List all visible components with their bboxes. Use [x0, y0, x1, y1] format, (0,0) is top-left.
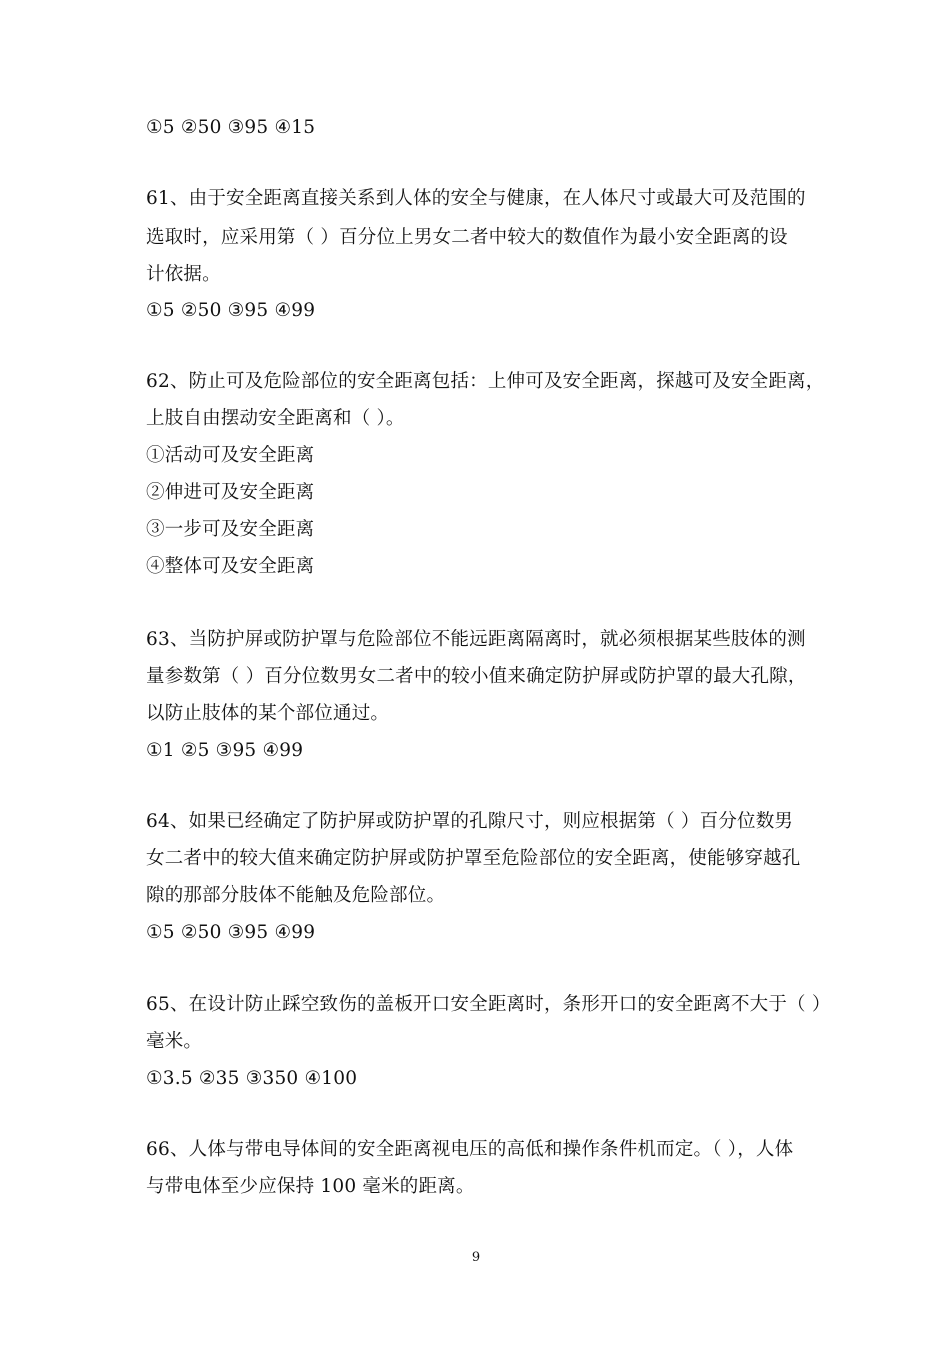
- q63-text-line-1: 63、当防护屏或防护罩与危险部位不能远距离隔离时，就必须根据某些肢体的测: [146, 629, 806, 650]
- q61-text-line-1: 61、由于安全距离直接关系到人体的安全与健康，在人体尺寸或最大可及范围的: [146, 188, 806, 209]
- q64-text-line-1: 64、如果已经确定了防护屏或防护罩的孔隙尺寸，则应根据第（ ）百分位数男: [146, 811, 794, 832]
- q60-options: ①5 ②50 ③95 ④15: [146, 117, 316, 138]
- q62-option-1: ①活动可及安全距离: [146, 445, 315, 466]
- q64-text-line-2: 女二者中的较大值来确定防护屏或防护罩至危险部位的安全距离，使能够穿越孔: [146, 848, 801, 869]
- q65-text-line-1: 65、在设计防止踩空致伤的盖板开口安全距离时，条形开口的安全距离不大于（ ）: [146, 994, 831, 1015]
- q62-option-3: ③一步可及安全距离: [146, 519, 315, 540]
- q66-text-line-2: 与带电体至少应保持 100 毫米的距离。: [146, 1176, 475, 1197]
- q65-text-line-2: 毫米。: [146, 1031, 203, 1052]
- q62-option-4: ④整体可及安全距离: [146, 556, 315, 577]
- q64-text-line-3: 隙的那部分肢体不能触及危险部位。: [146, 885, 446, 906]
- q63-text-line-3: 以防止肢体的某个部位通过。: [146, 703, 390, 724]
- q66-text-line-1: 66、人体与带电导体间的安全距离视电压的高低和操作条件机而定。（ ），人体: [146, 1139, 794, 1160]
- page-number: 9: [471, 1250, 481, 1265]
- q64-options: ①5 ②50 ③95 ④99: [146, 922, 316, 943]
- q61-options: ①5 ②50 ③95 ④99: [146, 300, 316, 321]
- q61-text-line-2: 选取时，应采用第（ ）百分位上男女二者中较大的数值作为最小安全距离的设: [146, 227, 788, 248]
- q65-options: ①3.5 ②35 ③350 ④100: [146, 1068, 358, 1089]
- q62-text-line-1: 62、防止可及危险部位的安全距离包括：上伸可及安全距离，探越可及安全距离，: [146, 371, 825, 392]
- q62-option-2: ②伸进可及安全距离: [146, 482, 315, 503]
- q61-text-line-3: 计依据。: [146, 264, 221, 285]
- q63-text-line-2: 量参数第（ ）百分位数男女二者中的较小值来确定防护屏或防护罩的最大孔隙，: [146, 666, 807, 687]
- q63-options: ①1 ②5 ③95 ④99: [146, 740, 304, 761]
- q62-text-line-2: 上肢自由摆动安全距离和（ ）。: [146, 408, 405, 429]
